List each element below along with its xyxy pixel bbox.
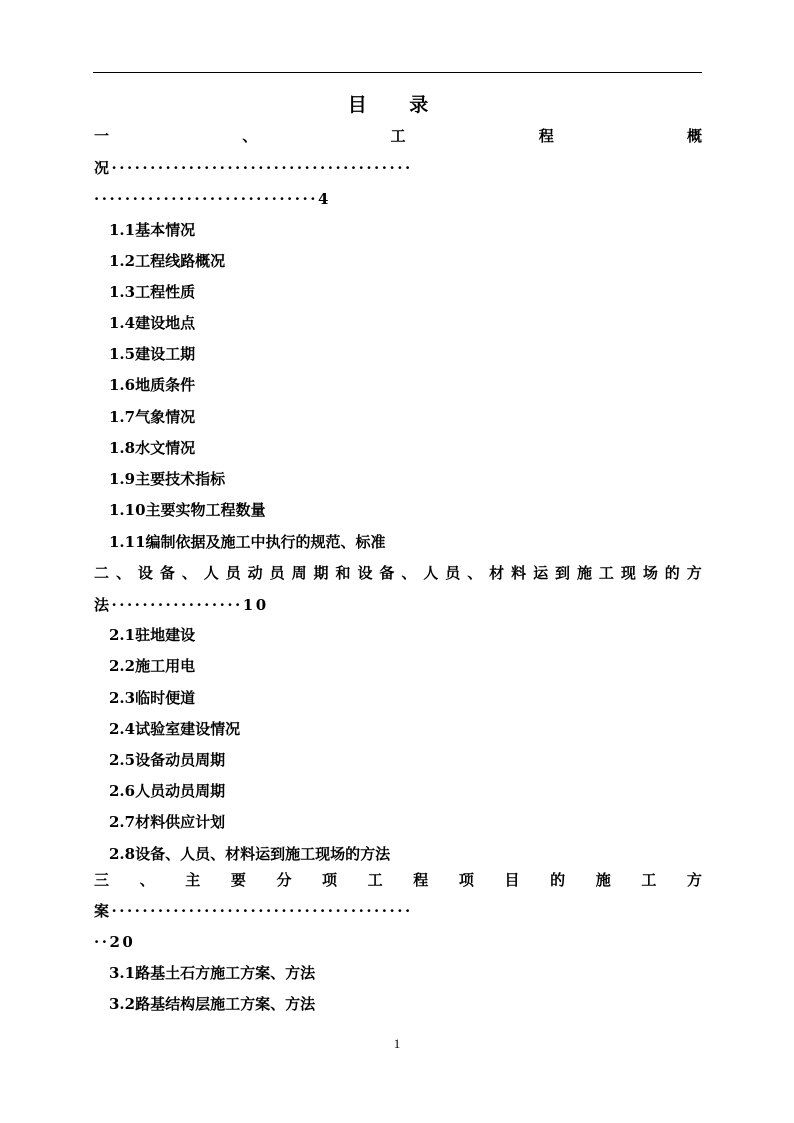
toc-heading-3[interactable] (94, 868, 702, 892)
heading-char: 的 (550, 871, 566, 889)
heading-char: 员 (445, 564, 461, 582)
heading-char: 、 (242, 127, 258, 145)
heading-char: 要 (230, 871, 246, 889)
toc-item[interactable]: 1.10主要实物工程数量 (109, 501, 266, 519)
toc-item[interactable]: 1.1基本情况 (109, 221, 196, 239)
heading-char: 概 (686, 127, 702, 145)
heading-char: 的 (664, 564, 680, 582)
header-rule (93, 72, 702, 73)
heading-char: 员 (269, 564, 285, 582)
heading-char: 方 (686, 871, 702, 889)
heading-char: 、 (115, 564, 131, 582)
heading-char: 、 (401, 564, 417, 582)
heading-char: 周 (291, 564, 307, 582)
heading-char: 场 (642, 564, 658, 582)
heading-char: 、 (467, 564, 483, 582)
heading-char: 备 (159, 564, 175, 582)
heading-char: 程 (538, 127, 554, 145)
toc-heading-2-leader: 法·················10 (94, 596, 269, 614)
heading-char: 、 (139, 871, 155, 889)
heading-char: 和 (335, 564, 351, 582)
toc-heading-1-leader: 况······································· (94, 159, 413, 177)
toc-item[interactable]: 2.3临时便道 (109, 689, 196, 707)
page-title: 目 录 (347, 94, 447, 116)
heading-char: 项 (322, 871, 338, 889)
heading-char: 主 (185, 871, 201, 889)
heading-char: 二 (94, 564, 110, 582)
heading-char: 人 (203, 564, 219, 582)
toc-item[interactable]: 2.4试验室建设情况 (109, 720, 241, 738)
toc-item[interactable]: 3.1路基土石方施工方案、方法 (109, 964, 316, 982)
toc-item[interactable]: 2.2施工用电 (109, 657, 196, 675)
toc-item[interactable]: 1.4建设地点 (109, 314, 196, 332)
heading-char: 备 (379, 564, 395, 582)
heading-char: 材 (489, 564, 505, 582)
toc-heading-3-leader: 案······································· (94, 902, 413, 920)
heading-char: 三 (94, 871, 110, 889)
toc-item[interactable]: 1.6地质条件 (109, 376, 196, 394)
toc-item[interactable]: 1.5建设工期 (109, 345, 196, 363)
heading-char: 期 (313, 564, 329, 582)
toc-heading-3-page: ··20 (94, 933, 136, 951)
heading-char: 设 (137, 564, 153, 582)
heading-char: 、 (181, 564, 197, 582)
toc-item[interactable]: 2.7材料供应计划 (109, 813, 226, 831)
heading-char: 现 (620, 564, 636, 582)
heading-char: 料 (511, 564, 527, 582)
toc-item[interactable]: 1.2工程线路概况 (109, 252, 226, 270)
toc-item[interactable]: 1.11编制依据及施工中执行的规范、标准 (109, 533, 386, 551)
heading-char: 一 (94, 127, 110, 145)
toc-heading-2[interactable] (94, 561, 702, 585)
heading-char: 运 (533, 564, 549, 582)
toc-item[interactable]: 1.7气象情况 (109, 408, 196, 426)
heading-char: 施 (576, 564, 592, 582)
toc-item[interactable]: 2.8设备、人员、材料运到施工现场的方法 (109, 845, 391, 863)
heading-char: 到 (555, 564, 571, 582)
toc-heading-1-page: ·····························4 (94, 190, 331, 208)
heading-char: 目 (504, 871, 520, 889)
heading-char: 程 (413, 871, 429, 889)
toc-heading-1[interactable] (94, 124, 702, 148)
heading-char: 方 (686, 564, 702, 582)
toc-item[interactable]: 3.2路基结构层施工方案、方法 (109, 995, 316, 1013)
heading-char: 项 (458, 871, 474, 889)
heading-char: 人 (423, 564, 439, 582)
heading-char: 施 (595, 871, 611, 889)
page-number: 1 (393, 1036, 401, 1051)
heading-char: 工 (367, 871, 383, 889)
heading-char: 工 (390, 127, 406, 145)
toc-item[interactable]: 2.5设备动员周期 (109, 751, 226, 769)
toc-item[interactable]: 1.3工程性质 (109, 283, 196, 301)
heading-char: 分 (276, 871, 292, 889)
toc-item[interactable]: 2.1驻地建设 (109, 626, 196, 644)
toc-item[interactable]: 1.9主要技术指标 (109, 470, 226, 488)
heading-char: 工 (641, 871, 657, 889)
heading-char: 员 (225, 564, 241, 582)
heading-char: 工 (598, 564, 614, 582)
toc-item[interactable]: 1.8水文情况 (109, 439, 196, 457)
heading-char: 动 (247, 564, 263, 582)
heading-char: 设 (357, 564, 373, 582)
toc-item[interactable]: 2.6人员动员周期 (109, 782, 226, 800)
